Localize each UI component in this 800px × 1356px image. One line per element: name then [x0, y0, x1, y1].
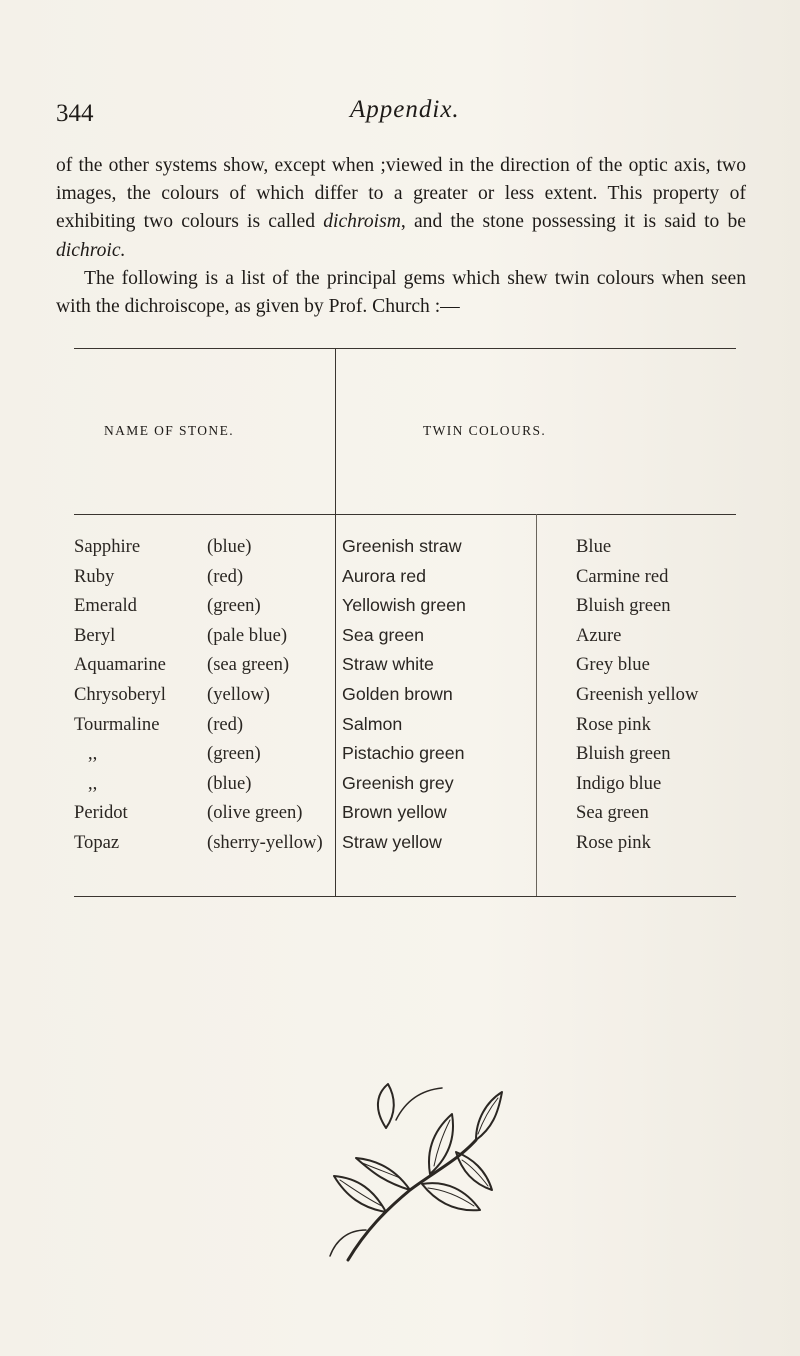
cell-twin-colour-2: Azure: [576, 624, 622, 646]
cell-twin-colour-1: Greenish straw: [342, 536, 462, 556]
cell-stone: ,,: [88, 772, 98, 794]
cell-twin-colour-1: Aurora red: [342, 565, 427, 586]
cell-twin-colour-2: Bluish green: [576, 595, 671, 617]
cell-twin-colour-1: Greenish grey: [342, 772, 454, 793]
paragraph-1: of the other systems show, except when ;viewed in the direction of the optic axis, two images, the colours of which differ to a greater or less extent. This property of exhibiting two colours is called dichroism, and the stone possessing it is said to be dichroic.: [56, 155, 746, 261]
cell-twin-colour-1: Sea green: [342, 624, 425, 645]
cell-stone: ,,: [88, 743, 98, 765]
cell-twin-colour-2: Rose pink: [576, 832, 651, 853]
cell-base-colour: (blue): [207, 772, 252, 794]
header-name-of-stone: NAME OF STONE.: [104, 423, 234, 438]
cell-base-colour: (red): [207, 565, 244, 587]
cell-stone: Beryl: [74, 624, 116, 646]
paragraph-2: The following is a list of the principal gems which shew twin colours when seen with the dichroiscope, as given by Prof. Church :—: [56, 267, 746, 318]
cell-stone: Peridot: [74, 802, 128, 824]
cell-twin-colour-1: Brown yellow: [342, 802, 447, 823]
term-dichroism: dichroism: [323, 211, 401, 233]
table-bottom-rule: [74, 896, 736, 897]
cell-stone: Topaz: [74, 832, 120, 853]
cell-twin-colour-2: Indigo blue: [576, 772, 662, 794]
cell-stone: Chrysoberyl: [74, 684, 166, 705]
cell-base-colour: (sea green): [207, 654, 290, 676]
cell-stone: Sapphire: [74, 536, 141, 557]
cell-stone: Tourmaline: [74, 713, 160, 735]
cell-base-colour: (yellow): [207, 684, 270, 705]
cell-twin-colour-2: Rose pink: [576, 713, 651, 735]
running-head: Appendix.: [350, 96, 460, 123]
term-dichroic: dichroic.: [56, 239, 126, 261]
cell-base-colour: (red): [207, 713, 244, 735]
page-number: 344: [56, 100, 94, 127]
cell-twin-colour-1: Golden brown: [342, 684, 453, 704]
cell-stone: Emerald: [74, 595, 137, 617]
table-top-rule: [74, 348, 736, 349]
cell-twin-colour-2: Sea green: [576, 802, 649, 824]
leaf-flourish-icon: [326, 1080, 512, 1268]
table-header-rule: [74, 514, 736, 515]
cell-twin-colour-1: Salmon: [342, 713, 403, 734]
body-text: [56, 152, 746, 321]
cell-base-colour: (blue): [207, 536, 252, 557]
column-divider-name: [335, 348, 336, 896]
cell-twin-colour-1: Straw white: [342, 654, 434, 675]
header-twin-colours: TWIN COLOURS.: [423, 423, 547, 438]
cell-twin-colour-1: Yellowish green: [342, 595, 466, 616]
cell-twin-colour-2: Grey blue: [576, 654, 650, 676]
cell-base-colour: (green): [207, 743, 261, 765]
cell-base-colour: (green): [207, 595, 261, 617]
cell-twin-colour-2: Bluish green: [576, 743, 671, 765]
cell-twin-colour-1: Straw yellow: [342, 832, 442, 852]
cell-twin-colour-2: Greenish yellow: [576, 684, 699, 705]
cell-stone: Aquamarine: [74, 654, 166, 676]
cell-base-colour: (sherry-yellow): [207, 832, 323, 853]
cell-twin-colour-2: Blue: [576, 536, 612, 557]
cell-base-colour: (pale blue): [207, 624, 288, 646]
cell-base-colour: (olive green): [207, 802, 303, 824]
cell-twin-colour-2: Carmine red: [576, 565, 669, 587]
column-divider-twin: [536, 514, 537, 896]
cell-stone: Ruby: [74, 565, 115, 587]
cell-twin-colour-1: Pistachio green: [342, 743, 465, 764]
